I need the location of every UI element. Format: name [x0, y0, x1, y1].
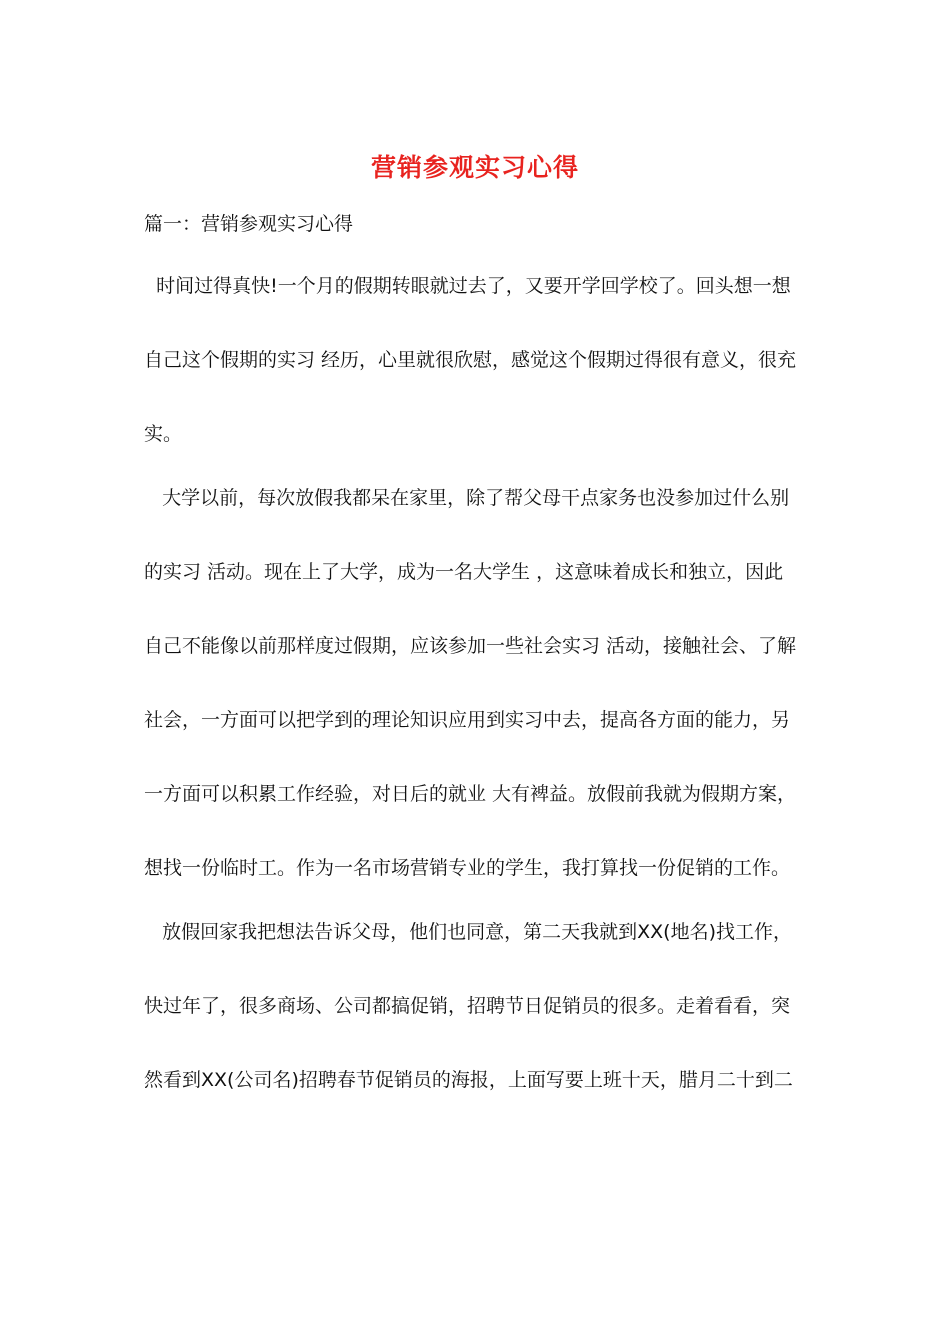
body-text-line: 然看到XX(公司名)招聘春节促销员的海报，上面写要上班十天，腊月二十到二 — [144, 1069, 793, 1091]
body-text-line: 自己这个假期的实习 经历，心里就很欣慰，感觉这个假期过得很有意义，很充 — [144, 349, 797, 371]
body-text-line: 时间过得真快!一个月的假期转眼就过去了，又要开学回学校了。回头想一想 — [144, 275, 791, 297]
body-text-line: 大学以前，每次放假我都呆在家里，除了帮父母干点家务也没参加过什么别 — [144, 487, 790, 509]
body-text-line: 快过年了，很多商场、公司都搞促销，招聘节日促销员的很多。走着看看，突 — [144, 995, 791, 1017]
section-heading: 篇一：营销参观实习心得 — [144, 213, 354, 235]
body-text-line: 想找一份临时工。作为一名市场营销专业的学生，我打算找一份促销的工作。 — [144, 857, 791, 879]
document-title: 营销参观实习心得 — [370, 153, 579, 182]
body-text-line: 一方面可以积累工作经验，对日后的就业 大有裨益。放假前我就为假期方案， — [144, 783, 797, 805]
body-text-line: 放假回家我把想法告诉父母，他们也同意，第二天我就到XX(地名)找工作， — [144, 921, 792, 943]
body-text-line: 自己不能像以前那样度过假期，应该参加一些社会实习 活动，接触社会、了解 — [144, 635, 797, 657]
body-text-line: 的实习 活动。现在上了大学，成为一名大学生 ，这意味着成长和独立，因此 — [144, 561, 784, 583]
body-text-line: 实。 — [144, 423, 183, 445]
body-text-line: 社会，一方面可以把学到的理论知识应用到实习中去，提高各方面的能力，另 — [144, 709, 791, 731]
